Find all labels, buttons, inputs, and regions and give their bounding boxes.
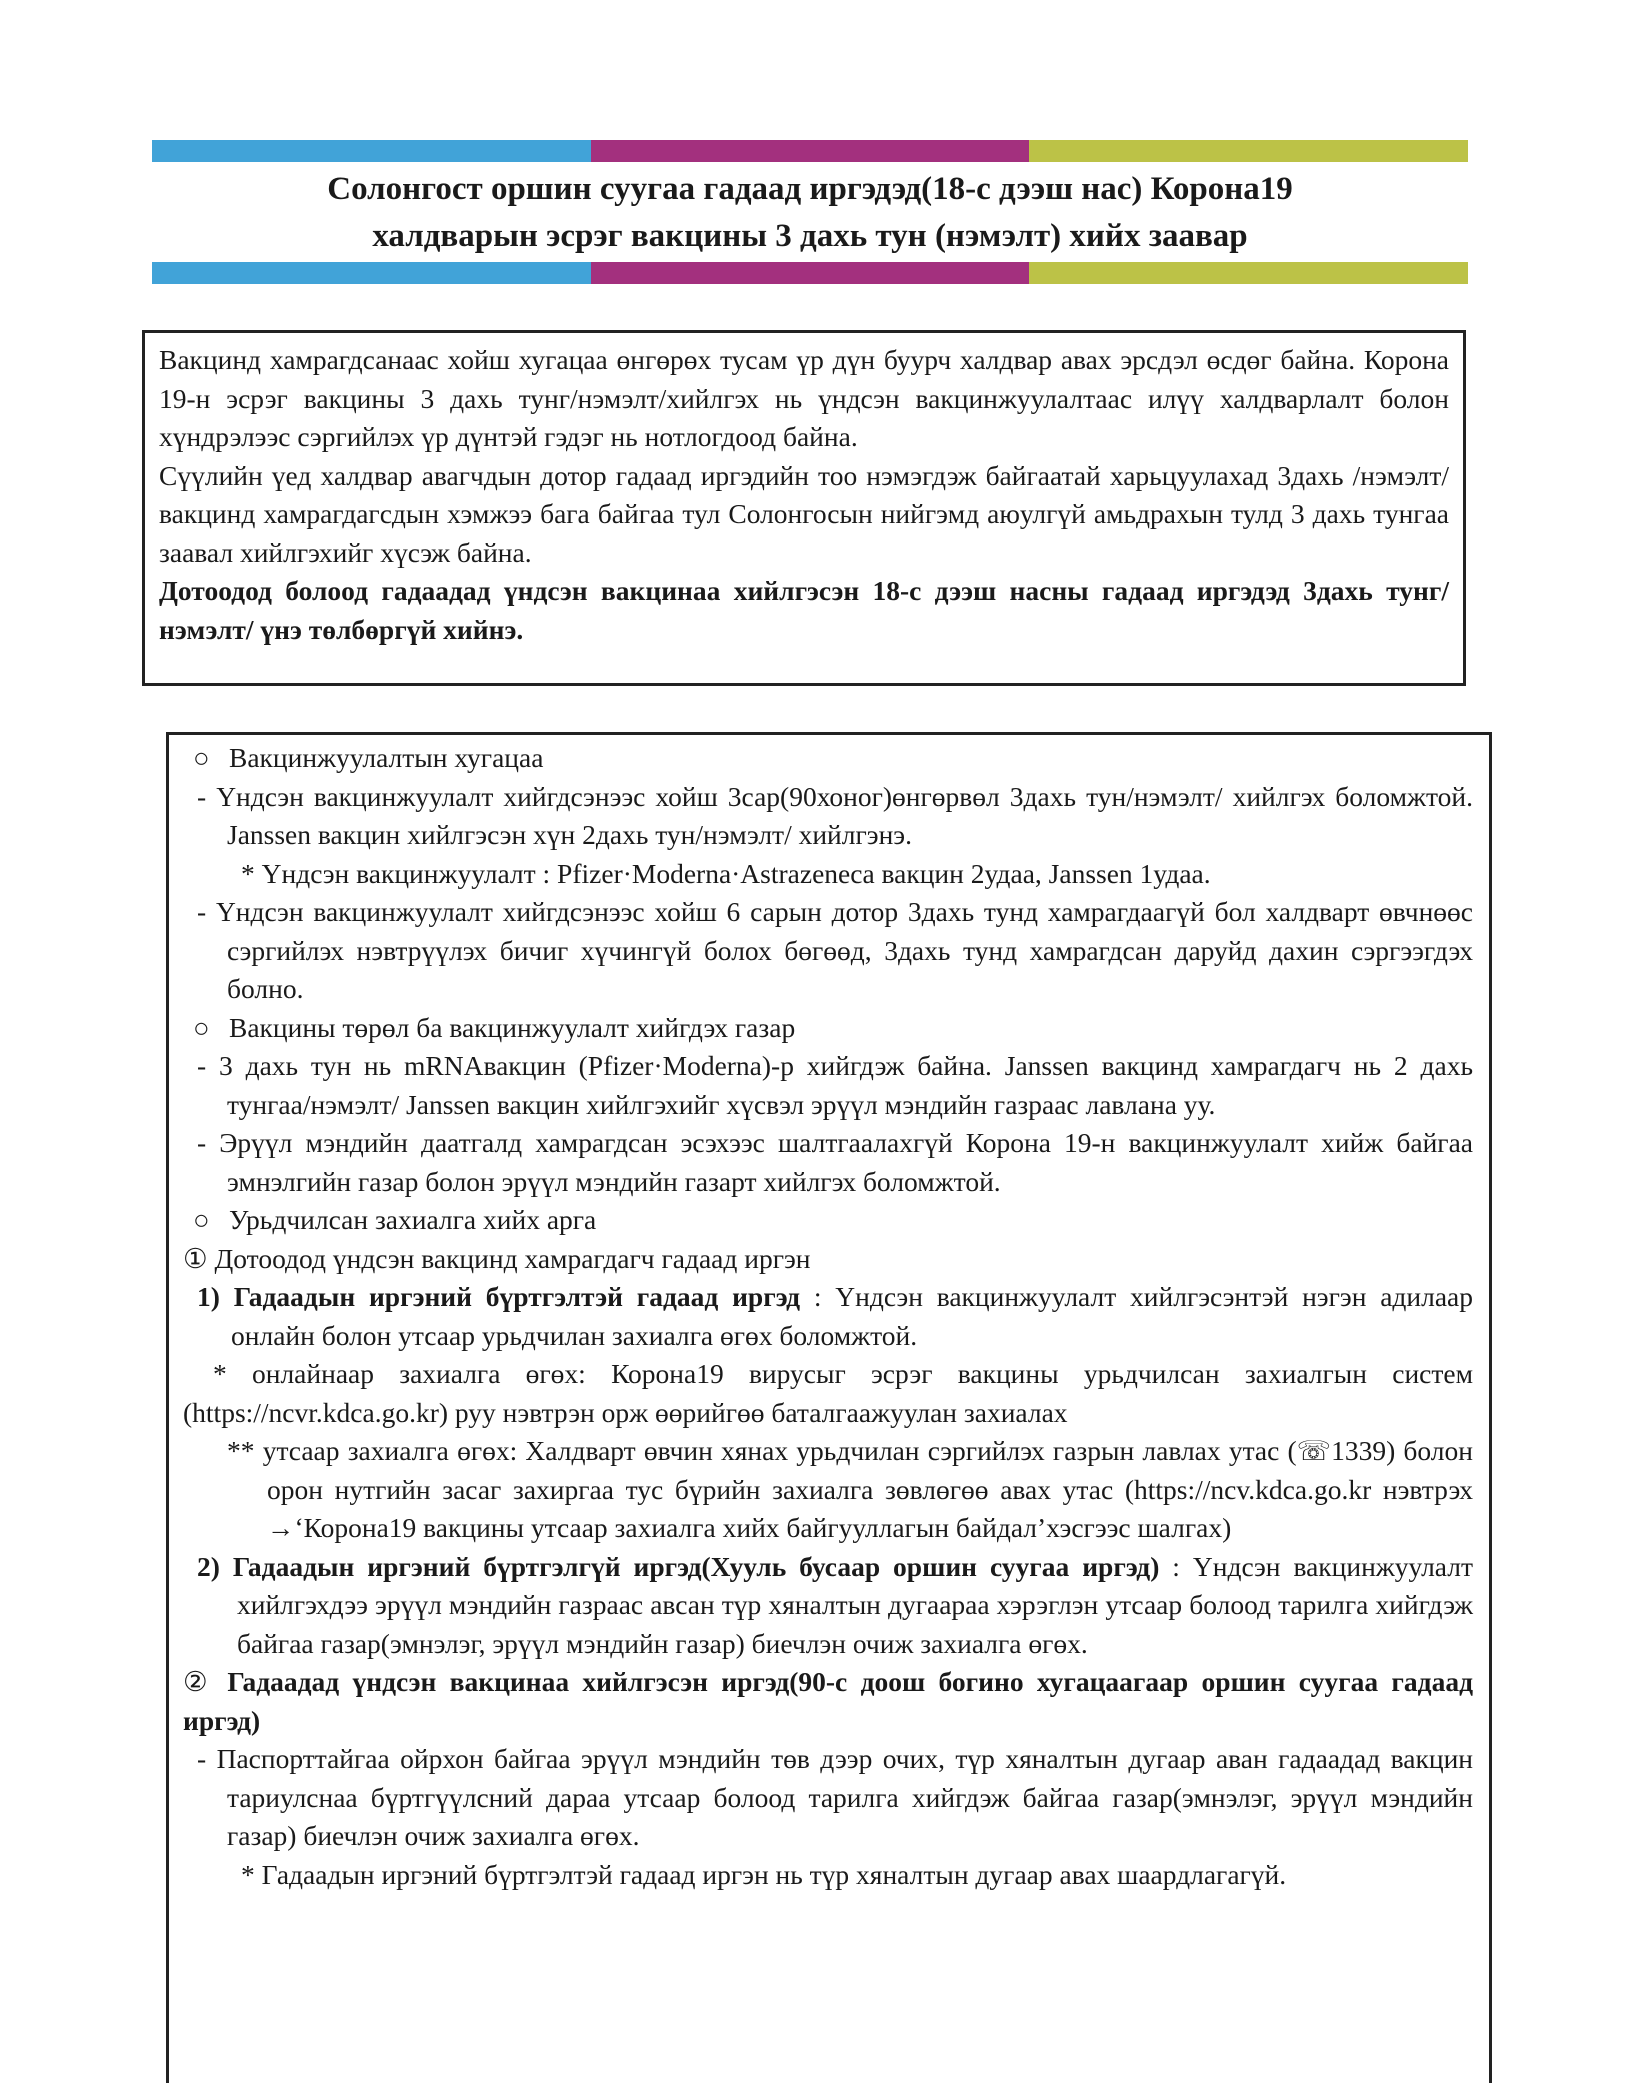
section-title: Урьдчилсан захиалга хийх арга [229, 1204, 597, 1235]
band-segment-magenta [591, 262, 1030, 284]
section-vaccine-type [183, 1009, 1473, 1048]
registered-foreigners-item [183, 1278, 1473, 1355]
top-color-band [152, 140, 1468, 162]
title-line-1: Солонгост оршин суугаа гадаад иргэдэд(18-с дээш нас) Корона19 [327, 171, 1293, 207]
document-title [152, 166, 1468, 260]
item-description: : Үндсэн вакцинжуулалт хийлгэхдээ эрүүл мэндийн газраас авсан түр хяналтын дугаараа хэрэглэн утсаар болоод тарилга хийгдэж байгаа газар(эмнэлэг, эрүүл мэндийн газар) биечлэн очиж захиалга өгөх. [237, 1550, 1473, 1659]
list-item: - Эрүүл мэндийн даатгалд хамрагдсан эсэхээс шалтгаалахгүй Корона 19-н вакцинжуулалт хийж байгаа эмнэлгийн газар болон эрүүл мэндийн газарт хийлгэх боломжтой. [197, 1127, 1473, 1197]
band-segment-olive [1029, 262, 1468, 284]
list-item: - Үндсэн вакцинжуулалт хийгдсэнээс хойш 3сар(90хоног)өнгөрвөл 3дахь тун/нэмэлт/ хийлгэх боломжтой. Janssen вакцин хийлгэсэн хүн 2дахь тун/нэмэлт/ хийлгэнэ. [197, 780, 1473, 850]
section-bullet: ○ [193, 1011, 210, 1043]
band-segment-olive [1029, 140, 1468, 162]
list-item: - 3 дахь тун нь mRNAвакцин (Pfizer·Moderna)-р хийгдэж байна. Janssen вакцинд хамрагдагч нь 2 дахь тунгаа/нэмэлт/ Janssen вакцин хийлгэхийг хүсвэл эрүүл мэндийн газраас лавлана уу. [197, 1050, 1473, 1120]
section-bullet: ○ [193, 1204, 210, 1235]
instructions-box [166, 732, 1492, 2083]
unregistered-foreigners-item [183, 1548, 1473, 1664]
circled-number: ② [183, 1666, 215, 1697]
band-segment-magenta [591, 140, 1030, 162]
footnote: * Гадаадын иргэний бүртгэлтэй гадаад иргэн нь түр хяналтын дугаар авах шаардлагагүй. [241, 1858, 1287, 1890]
bottom-color-band [152, 262, 1468, 284]
intro-paragraph-2: Сүүлийн үед халдвар авагчдын дотор гадаад иргэдийн тоо нэмэгдэж байгаатай харьцуулахад 3дахь /нэмэлт/ вакцинд хамрагдагсдын хэмжээ бага байгаа тул Солонгосын нийгэмд аюулгүй амьдрахын тулд 3 дахь тунгаа заавал хийлгэхийг хүсэж байна. [159, 459, 1449, 568]
item-heading: 1) Гадаадын иргэний бүртгэлтэй гадаад иргэд [197, 1281, 801, 1312]
item-heading: 2) Гадаадын иргэний бүртгэлгүй иргэд(Хууль бусаар оршин суугаа иргэд) [197, 1550, 1160, 1582]
band-segment-blue [152, 140, 591, 162]
section-vaccination-period [183, 739, 1473, 778]
section-booking-method [183, 1201, 1473, 1240]
intro-paragraph-1: Вакцинд хамрагдсанаас хойш хугацаа өнгөрөх тусам үр дүн буурч халдвар авах эрсдэл өсдөг байна. Корона 19-н эсрэг вакцины 3 дахь тунг/нэмэлт/хийлгэх нь үндсэн вакцинжуулалтаас илүү халдварлалт болон хүндрэлээс сэргийлэх үр дүнтэй гэдэг нь нотлогдоод байна. [159, 344, 1449, 452]
subsection-title: Гадаадад үндсэн вакцинаа хийлгэсэн иргэд(90-с доош богино хугацаагаар оршин суугаа гадаад иргэд) [183, 1666, 1473, 1736]
intro-paragraph-bold: Дотоодод болоод гадаадад үндсэн вакцинаа хийлгэсэн 18-с дээш насны гадаад иргэдэд 3дахь тунг/нэмэлт/ үнэ төлбөргүй хийнэ. [159, 575, 1449, 645]
online-booking-note: * онлайнаар захиалга өгөх: Корона19 вирусыг эсрэг вакцины урьдчилсан захиалгын систем (https://ncvr.kdca.go.kr) руу нэвтрэн орж өөрийгөө баталгаажуулан захиалах [183, 1358, 1473, 1428]
section-bullet: ○ [193, 742, 210, 773]
subsection-abroad [183, 1663, 1473, 1740]
item-description: : Үндсэн вакцинжуулалт хийлгэсэнтэй нэгэн адилаар онлайн болон утсаар урьдчилан захиалга өгөх боломжтой. [231, 1281, 1473, 1351]
intro-box [142, 330, 1466, 686]
band-segment-blue [152, 262, 591, 284]
section-title: Вакцинжуулалтын хугацаа [229, 742, 544, 773]
list-item: - Үндсэн вакцинжуулалт хийгдсэнээс хойш 6 сарын дотор 3дахь тунд хамрагдаагүй бол халдварт өвчнөөс сэргийлэх нэвтрүүлэх бичиг хүчингүй болох бөгөөд, 3дахь тунд хамрагдсан даруйд дахин сэргээгдэх болно. [197, 896, 1473, 1004]
phone-booking-note: ** утсаар захиалга өгөх: Халдварт өвчин хянах урьдчилан сэргийлэх газрын лавлах утас (☏1339) болон орон нутгийн засаг захиргаа тус бүрийн захиалга зөвлөгөө авах утас (https://ncv.kdca.go.kr нэвтрэх →‘Корона19 вакцины утсаар захиалга хийх байгууллагын байдал’хэсгээс шалгах) [227, 1435, 1473, 1543]
section-title: Вакцины төрөл ба вакцинжуулалт хийгдэх газар [229, 1011, 796, 1043]
subsection-domestic: ① Дотоодод үндсэн вакцинд хамрагдагч гадаад иргэн [183, 1242, 811, 1274]
title-line-2: халдварын эсрэг вакцины 3 дахь тун (нэмэлт) хийх заавар [372, 218, 1248, 254]
footnote: * Үндсэн вакцинжуулалт : Pfizer·Moderna·Astrazeneca вакцин 2удаа, Janssen 1удаа. [241, 857, 1211, 889]
list-item: - Паспорттайгаа ойрхон байгаа эрүүл мэндийн төв дээр очих, түр хяналтын дугаар аван гадаадад вакцин тариулснаа бүртгүүлсний дараа утсаар болоод тарилга хийгдэж байгаа газар(эмнэлэг, эрүүл мэндийн газар) биечлэн очиж захиалга өгөх. [197, 1743, 1473, 1851]
